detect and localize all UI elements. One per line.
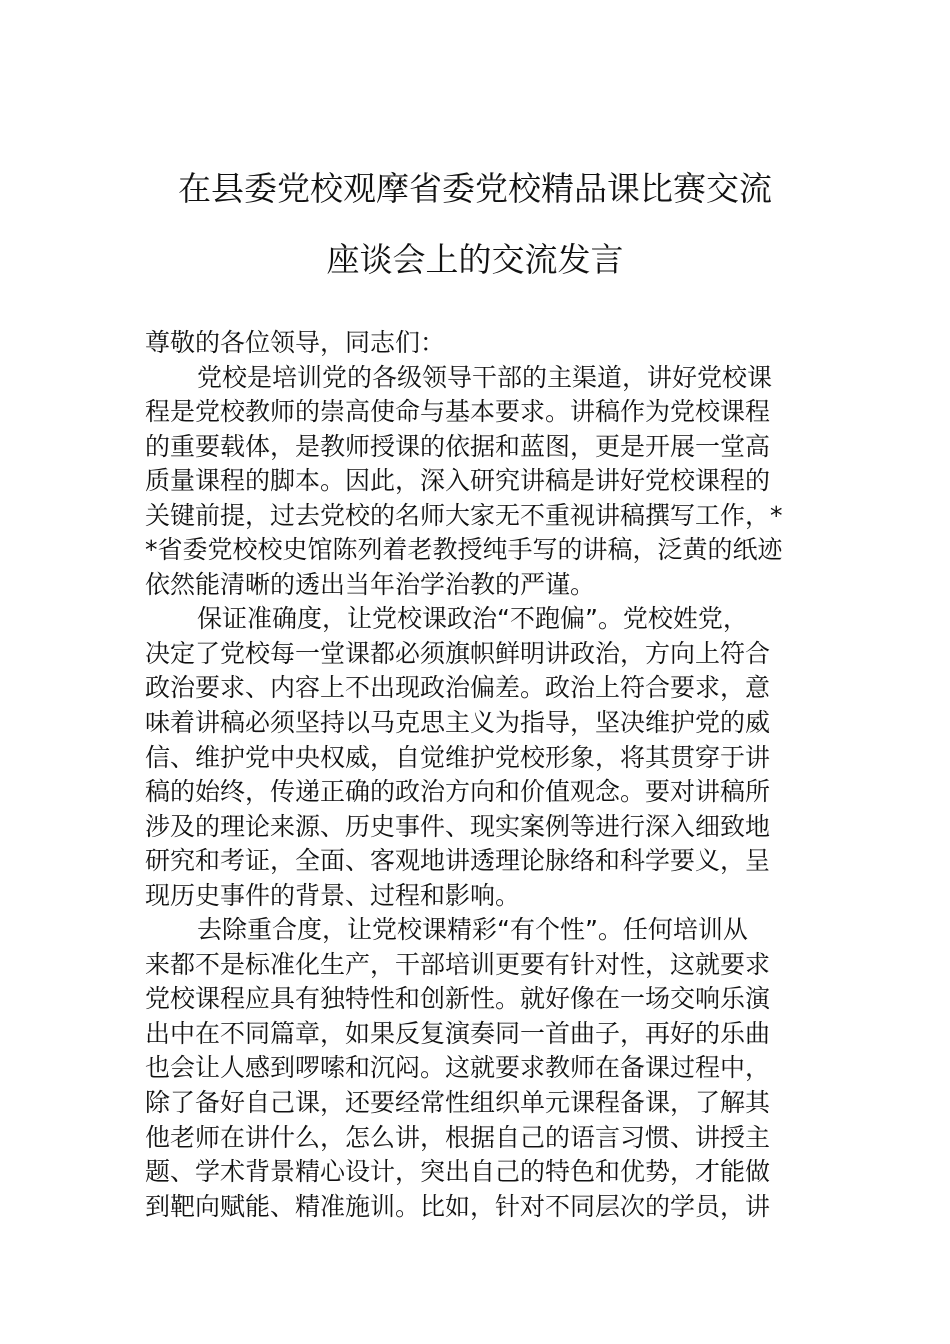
- body-line: 保证准确度，让党校课政治“不跑偏”。党校姓党，: [197, 604, 748, 634]
- document-body: [145, 326, 807, 1224]
- body-line: *省委党校校史馆陈列着老教授纯手写的讲稿，泛黄的纸迹: [145, 535, 783, 565]
- body-line: 的重要载体，是教师授课的依据和蓝图，更是开展一堂高: [145, 431, 771, 461]
- body-line: 党校是培训党的各级领导干部的主渠道，讲好党校课: [197, 362, 773, 392]
- body-line: 到靶向赋能、精准施训。比如，针对不同层次的学员，讲: [145, 1191, 771, 1221]
- body-line: 来都不是标准化生产，干部培训更要有针对性，这就要求: [145, 949, 771, 979]
- body-line: 程是党校教师的崇高使命与基本要求。讲稿作为党校课程: [145, 397, 771, 427]
- body-line: 涉及的理论来源、历史事件、现实案例等进行深入细致地: [145, 811, 771, 841]
- body-line: 党校课程应具有独特性和创新性。就好像在一场交响乐演: [145, 984, 771, 1014]
- body-line: 依然能清晰的透出当年治学治教的严谨。: [145, 569, 596, 599]
- body-line: 研究和考证，全面、客观地讲透理论脉络和科学要义，呈: [145, 846, 771, 876]
- body-line: 决定了党校每一堂课都必须旗帜鲜明讲政治，方向上符合: [145, 638, 771, 668]
- body-line: 除了备好自己课，还要经常性组织单元课程备课，了解其: [145, 1088, 771, 1118]
- body-line: 现历史事件的背景、过程和影响。: [145, 880, 521, 910]
- document-title-line-2: 座谈会上的交流发言: [326, 240, 624, 279]
- body-line: 稿的始终，传递正确的政治方向和价值观念。要对讲稿所: [145, 777, 771, 807]
- body-line: 质量课程的脚本。因此，深入研究讲稿是讲好党校课程的: [145, 466, 771, 496]
- document-title-line-1: 在县委党校观摩省委党校精品课比赛交流: [178, 169, 772, 208]
- body-line: 去除重合度，让党校课精彩“有个性”。任何培训从: [197, 915, 748, 945]
- body-line: 也会让人感到啰嗦和沉闷。这就要求教师在备课过程中，: [145, 1053, 771, 1083]
- body-line: 出中在不同篇章，如果反复演奏同一首曲子，再好的乐曲: [145, 1018, 771, 1048]
- body-line: 题、学术背景精心设计，突出自己的特色和优势，才能做: [145, 1157, 771, 1187]
- body-line: 他老师在讲什么，怎么讲，根据自己的语言习惯、讲授主: [145, 1122, 771, 1152]
- body-line: 信、维护党中央权威，自觉维护党校形象，将其贯穿于讲: [145, 742, 771, 772]
- body-line: 尊敬的各位领导，同志们：: [145, 328, 446, 357]
- body-line: 关键前提，过去党校的名师大家无不重视讲稿撰写工作，*: [145, 500, 783, 530]
- body-line: 政治要求、内容上不出现政治偏差。政治上符合要求，意: [145, 673, 771, 703]
- body-line: 味着讲稿必须坚持以马克思主义为指导，坚决维护党的威: [145, 708, 771, 738]
